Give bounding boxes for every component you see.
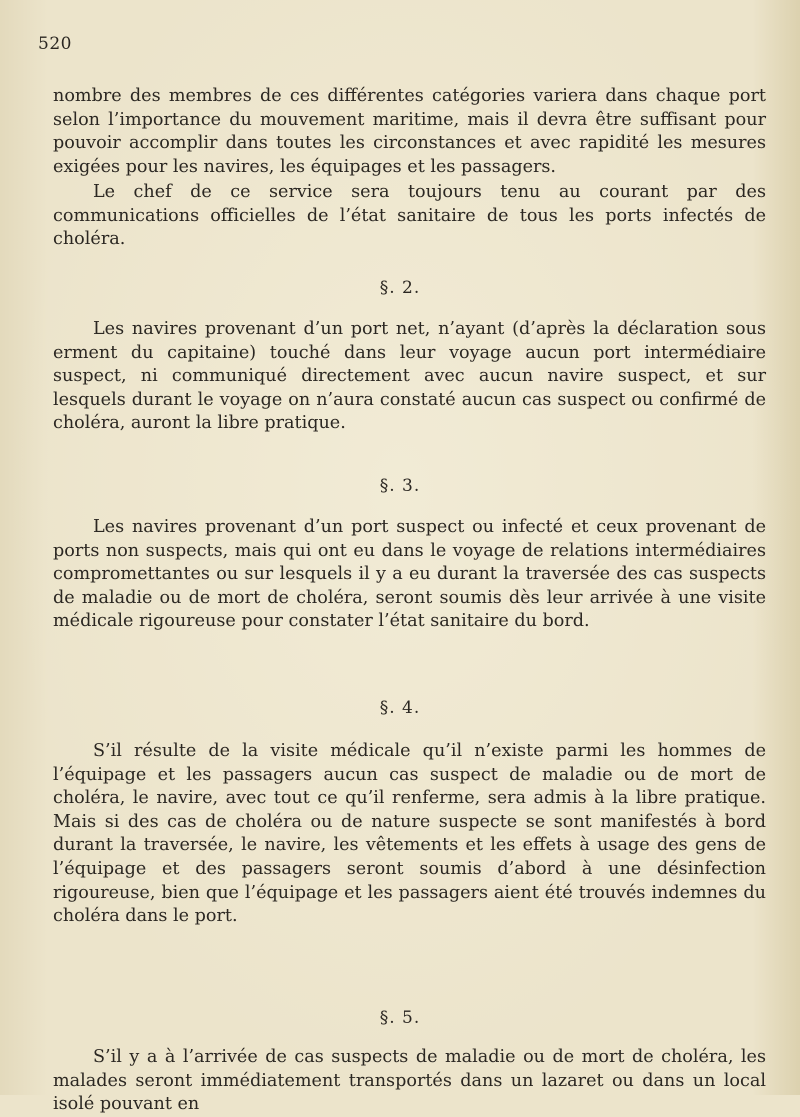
section-heading-3: §. 3.: [379, 476, 421, 496]
section-heading-4: §. 4.: [379, 698, 421, 718]
paragraph-2: Le chef de ce service sera toujours tenu au courant par des communications officielles de l’état sanitaire de tous les ports infectés de choléra.: [53, 182, 766, 250]
page-number: 520: [38, 34, 72, 54]
paragraph-6: S’il y a à l’arrivée de cas suspects de maladie ou de mort de choléra, les malades seront immédiatement transportés dans un lazaret ou dans un local isolé pouvant en: [53, 1047, 766, 1115]
paragraph-1: nombre des membres de ces différentes catégories variera dans chaque port selon l’importance du mouvement maritime, mais il devra être suffisant pour pouvoir accomplir dans toutes les circonstances et avec rapidité les mesures exigées pour les navires, les équipages et les passagers.: [53, 86, 766, 177]
section-heading-5: §. 5.: [379, 1008, 421, 1028]
section-heading-2: §. 2.: [379, 278, 421, 298]
paragraph-3: Les navires provenant d’un port net, n’ayant (d’après la déclaration sous erment du capitaine) touché dans leur voyage aucun port intermédiaire suspect, ni communiqué directement avec aucun navire suspect, et sur lesquels durant le voyage on n’aura constaté aucun cas suspect ou confirmé de choléra, auront la libre pratique.: [53, 319, 766, 434]
paragraph-4: Les navires provenant d’un port suspect ou infecté et ceux provenant de ports non suspects, mais qui ont eu dans le voyage de relations intermédiaires compromettantes ou sur lesquels il y a eu durant la traversée des cas suspects de maladie ou de mort de choléra, seront soumis dès leur arrivée à une visite médicale rigoureuse pour constater l’état sanitaire du bord.: [53, 517, 766, 632]
paragraph-5: S’il résulte de la visite médicale qu’il n’existe parmi les hommes de l’équipage et les passagers aucun cas suspect de maladie ou de mort de choléra, le navire, avec tout ce qu’il renferme, sera admis à la libre pratique. Mais si des cas de choléra ou de nature suspecte se sont manifestés à bord durant la traversée, le navire, les vêtements et les effets à usage des gens de l’équipage et des passagers seront soumis d’abord à une désinfection rigoureuse, bien que l’équipage et les passagers aient été trouvés indemnes du choléra dans le port.: [53, 741, 766, 927]
